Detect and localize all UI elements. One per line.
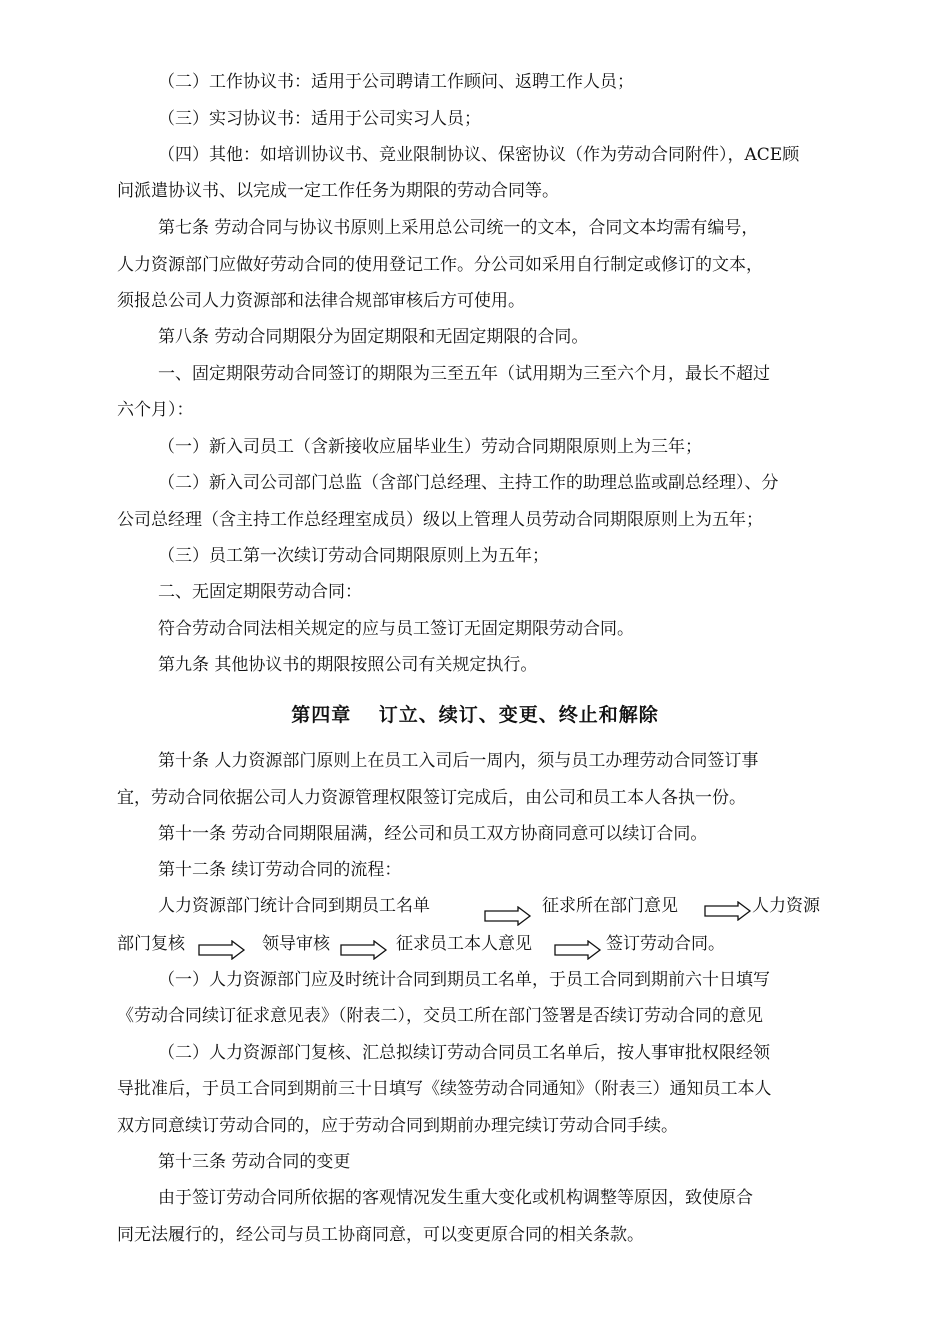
article-7: 第七条 劳动合同与协议书原则上采用总公司统一的文本，合同文本均需有编号，	[158, 218, 759, 238]
article-12: 第十二条 续订劳动合同的流程：	[158, 860, 402, 880]
renewal-item-1: （一）人力资源部门应及时统计合同到期员工名单，于员工合同到期前六十日填写	[158, 970, 770, 990]
article-10: 第十条 人力资源部门原则上在员工入司后一周内，须与员工办理劳动合同签订事	[158, 751, 759, 771]
flow-step-6: 签订劳动合同。	[606, 934, 725, 954]
flow-arrow-icon	[554, 940, 602, 960]
article-11: 第十一条 劳动合同期限届满，经公司和员工双方协商同意可以续订合同。	[158, 824, 708, 844]
open-ended-contract: 二、无固定期限劳动合同：	[158, 582, 362, 602]
fixed-term-contract-cont: 六个月）：	[117, 400, 194, 420]
fixed-term-item-3: （三）员工第一次续订劳动合同期限原则上为五年；	[158, 546, 549, 566]
article-10-cont: 宜，劳动合同依据公司人力资源管理权限签订完成后，由公司和员工本人各执一份。	[117, 788, 746, 808]
clause-internship-agreement: （三）实习协议书：适用于公司实习人员；	[158, 109, 481, 129]
flow-step-3-cont: 部门复核	[117, 934, 185, 954]
article-8: 第八条 劳动合同期限分为固定期限和无固定期限的合同。	[158, 327, 589, 347]
article-13-detail: 由于签订劳动合同所依据的客观情况发生重大变化或机构调整等原因，致使原合	[158, 1188, 753, 1208]
flow-arrow-icon	[484, 906, 532, 926]
flow-arrow-icon	[704, 901, 752, 921]
clause-work-agreement: （二）工作协议书：适用于公司聘请工作顾问、返聘工作人员；	[158, 72, 634, 92]
renewal-item-2-cont-2: 双方同意续订劳动合同的，应于劳动合同到期前办理完续订劳动合同手续。	[117, 1116, 678, 1136]
flow-step-1: 人力资源部门统计合同到期员工名单	[158, 896, 430, 916]
flow-step-5: 征求员工本人意见	[396, 934, 532, 954]
flow-step-4: 领导审核	[262, 934, 330, 954]
article-13: 第十三条 劳动合同的变更	[158, 1152, 351, 1172]
article-13-detail-cont: 同无法履行的，经公司与员工协商同意，可以变更原合同的相关条款。	[117, 1225, 644, 1245]
flow-step-3: 人力资源	[752, 896, 820, 916]
fixed-term-item-2-cont: 公司总经理（含主持工作总经理室成员）级以上管理人员劳动合同期限原则上为五年；	[117, 510, 763, 530]
clause-other-agreements: （四）其他：如培训协议书、竞业限制协议、保密协议（作为劳动合同附件），ACE顾	[158, 145, 800, 165]
fixed-term-contract: 一、固定期限劳动合同签订的期限为三至五年（试用期为三至六个月，最长不超过	[158, 364, 770, 384]
fixed-term-item-1: （一）新入司员工（含新接收应届毕业生）劳动合同期限原则上为三年；	[158, 437, 702, 457]
flow-step-2: 征求所在部门意见	[542, 896, 678, 916]
clause-other-agreements-cont: 问派遣协议书、以完成一定工作任务为期限的劳动合同等。	[117, 181, 559, 201]
renewal-item-1-cont: 《劳动合同续订征求意见表》（附表二），交员工所在部门签署是否续订劳动合同的意见	[117, 1006, 763, 1026]
renewal-item-2-cont-1: 导批准后，于员工合同到期前三十日填写《续签劳动合同通知》（附表三）通知员工本人	[117, 1079, 772, 1099]
chapter-title: 第四章 订立、续订、变更、终止和解除	[291, 704, 659, 726]
article-7-cont-1: 人力资源部门应做好劳动合同的使用登记工作。分公司如采用自行制定或修订的文本，	[117, 255, 763, 275]
renewal-item-2: （二）人力资源部门复核、汇总拟续订劳动合同员工名单后，按人事审批权限经领	[158, 1043, 770, 1063]
open-ended-contract-detail: 符合劳动合同法相关规定的应与员工签订无固定期限劳动合同。	[158, 619, 634, 639]
fixed-term-item-2: （二）新入司公司部门总监（含部门总经理、主持工作的助理总监或副总经理）、分	[158, 473, 779, 493]
flow-arrow-icon	[340, 940, 388, 960]
article-9: 第九条 其他协议书的期限按照公司有关规定执行。	[158, 655, 538, 675]
flow-arrow-icon	[198, 940, 246, 960]
article-7-cont-2: 须报总公司人力资源部和法律合规部审核后方可使用。	[117, 291, 525, 311]
